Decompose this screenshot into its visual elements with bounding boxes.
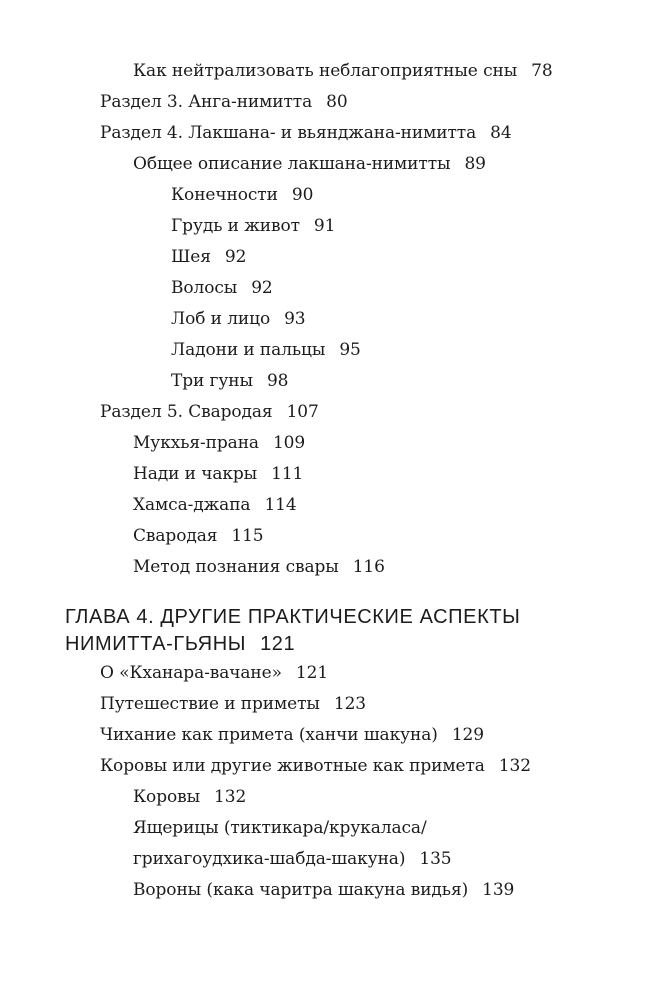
- toc-page-number: 121: [295, 663, 329, 683]
- toc-entry-title: Чихание как примета (ханчи шакуна): [100, 725, 438, 745]
- toc-entry: [0, 118, 648, 149]
- toc-entry: [0, 273, 648, 304]
- toc-entry: [0, 521, 648, 552]
- chapter-heading-line-1: [0, 604, 648, 631]
- toc-entry-title: Путешествие и приметы: [100, 694, 320, 714]
- toc-page-number: 90: [291, 185, 314, 205]
- toc-entry-title: Три гуны: [171, 371, 253, 391]
- toc-entry-title: Нади и чакры: [133, 464, 258, 484]
- toc-entry-title: Свародая: [133, 526, 218, 546]
- toc-entry-title: Мукхья-прана: [133, 433, 259, 453]
- toc-entry-title: Шея: [171, 247, 211, 267]
- toc-page-number: 115: [231, 526, 264, 546]
- toc-entry-title: Грудь и живот: [171, 216, 300, 236]
- toc-entry-title: Лоб и лицо: [171, 309, 271, 329]
- toc-page-number: 95: [339, 340, 361, 360]
- toc-entry-title: О «Кханара-вачане»: [100, 663, 282, 683]
- toc-entry-title: Конечности: [171, 185, 278, 205]
- toc-page-number: 129: [451, 725, 484, 745]
- toc-page-number: 80: [326, 92, 348, 112]
- toc-page-number: 78: [531, 61, 553, 81]
- toc-page-number: 98: [266, 371, 289, 391]
- toc-entry: [0, 428, 648, 459]
- toc-entry-title: Раздел 4. Лакшана- и вьянджана-нимитта: [100, 123, 477, 143]
- toc-page-number: 84: [490, 123, 512, 143]
- toc-entry: [0, 149, 648, 180]
- toc-entry-title: Ладони и пальцы: [171, 340, 326, 360]
- toc-entry: [0, 720, 648, 751]
- toc-page-number: 123: [333, 694, 367, 714]
- toc-entry: [0, 335, 648, 366]
- toc-page-number: 116: [352, 557, 385, 577]
- toc-page-number: 121: [260, 633, 296, 655]
- toc-entry: [0, 552, 648, 583]
- toc-entry: [0, 397, 648, 428]
- toc-page-number: 107: [286, 402, 319, 422]
- toc-entry: [0, 180, 648, 211]
- toc-page-number: 135: [419, 849, 452, 869]
- toc-entry: [0, 366, 648, 397]
- toc-entry: [0, 490, 648, 521]
- toc-page-number: 92: [224, 247, 247, 267]
- toc-entry-title: Метод познания свары: [133, 557, 339, 577]
- toc-entry: [0, 459, 648, 490]
- toc-page-number: 89: [464, 154, 486, 174]
- toc-entry: [0, 875, 648, 906]
- toc-entry-title: Вороны (кака чаритра шакуна видья): [133, 880, 469, 900]
- chapter-heading-line-2: [0, 631, 648, 658]
- toc-page-number: 114: [264, 495, 297, 515]
- toc-entry-continuation: [0, 844, 648, 875]
- toc-page-number: 132: [214, 787, 247, 807]
- toc-entry-title: Коровы: [133, 787, 201, 807]
- toc-entry: [0, 56, 648, 87]
- toc-page-number: 92: [251, 278, 273, 298]
- toc-entry-title: Коровы или другие животные как примета: [100, 756, 485, 776]
- toc-entry: [0, 304, 648, 335]
- chapter-title-line-2: НИМИТТА-ГЬЯНЫ: [65, 633, 247, 655]
- toc-entry: [0, 658, 648, 689]
- toc-entry-title: Раздел 3. Анга-нимитта: [100, 92, 313, 112]
- toc-page-number: 93: [284, 309, 306, 329]
- chapter-title-line-1: ГЛАВА 4. ДРУГИЕ ПРАКТИЧЕСКИЕ АСПЕКТЫ: [65, 606, 521, 628]
- toc-entry: [0, 751, 648, 782]
- toc-page-number: 91: [313, 216, 336, 236]
- toc-entry: [0, 689, 648, 720]
- table-of-contents: [0, 56, 648, 906]
- toc-entry-title: Волосы: [171, 278, 238, 298]
- toc-entry: [0, 813, 648, 844]
- section-gap: [0, 583, 648, 604]
- toc-entry-title: грихагоудхика-шабда-шакуна): [133, 849, 406, 869]
- toc-entry: [0, 242, 648, 273]
- toc-entry: [0, 211, 648, 242]
- toc-page-number: 139: [482, 880, 515, 900]
- toc-entry-title: Ящерицы (тиктикара/крукаласа/: [133, 818, 427, 838]
- toc-page-number: 111: [271, 464, 304, 484]
- toc-page-number: 109: [272, 433, 306, 453]
- toc-page-number: 132: [498, 756, 531, 776]
- toc-entry: [0, 782, 648, 813]
- toc-entry-title: Хамса-джапа: [133, 495, 251, 515]
- toc-entry: [0, 87, 648, 118]
- toc-entry-title: Как нейтрализовать неблагоприятные сны: [133, 61, 518, 81]
- toc-entry-title: Общее описание лакшана-нимитты: [133, 154, 451, 174]
- toc-entry-title: Раздел 5. Свародая: [100, 402, 273, 422]
